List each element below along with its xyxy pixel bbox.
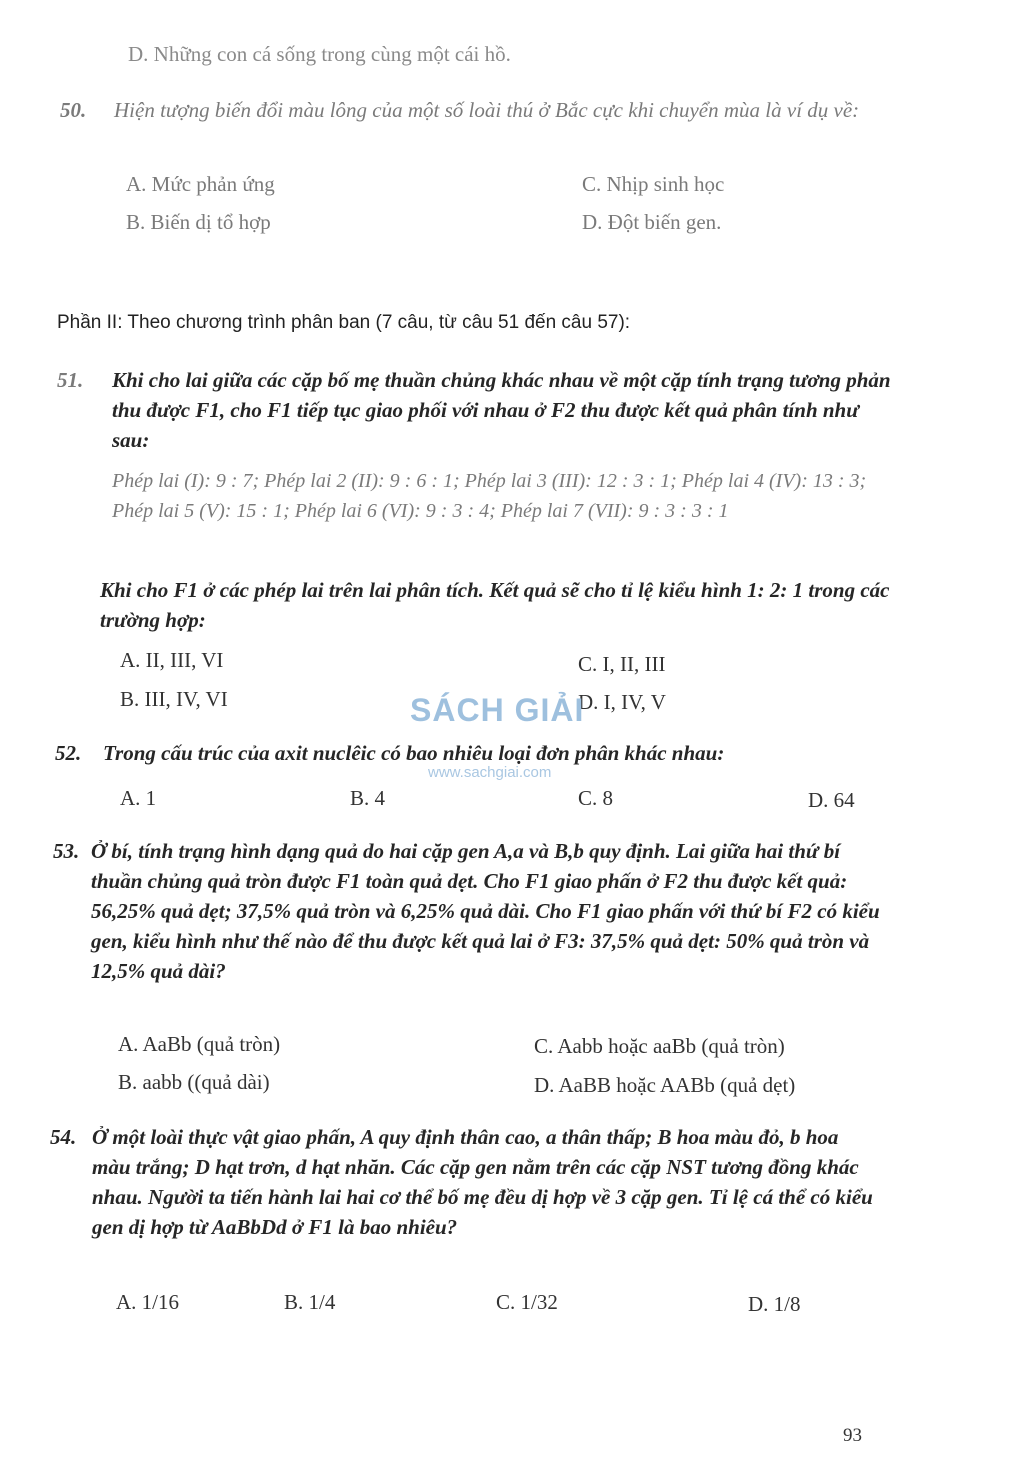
- watermark-logo: SÁCH GIẢI: [410, 692, 585, 728]
- q50-option-d: D. Đột biến gen.: [582, 210, 722, 234]
- question-number: 51.: [57, 368, 84, 392]
- q54-option-b: B. 1/4: [284, 1290, 336, 1314]
- q50-option-a: A. Mức phản ứng: [126, 172, 275, 196]
- q52-option-b: B. 4: [350, 786, 386, 810]
- q53-option-b: B. aabb ((quả dài): [118, 1070, 270, 1094]
- question-51-prompt: Khi cho F1 ở các phép lai trên lai phân tích. Kết quả sẽ cho tỉ lệ kiểu hình 1: 2: 1 trong các trường hợp:: [100, 578, 890, 632]
- question-text: Hiện tượng biến đổi màu lông của một số loài thú ở Bắc cực khi chuyển mùa là ví dụ về:: [114, 98, 860, 122]
- q50-option-b: B. Biến dị tổ hợp: [126, 210, 271, 234]
- watermark-url: www.sachgiai.com: [428, 764, 552, 781]
- q52-option-a: A. 1: [120, 786, 157, 810]
- question-text: Ở một loài thực vật giao phấn, A quy định thân cao, a thân thấp; B hoa màu đỏ, b hoa màu trắng; D hạt trơn, d hạt nhăn. Các cặp gen nằm trên các cặp NST tương đồng khác nhau. Người ta tiến hành lai hai cơ thể bố mẹ đều dị hợp về 3 cặp gen. Tỉ lệ cá thể có kiểu gen dị hợp từ AaBbDd ở F1 là bao nhiêu?: [92, 1125, 873, 1239]
- question-text: Ở bí, tính trạng hình dạng quả do hai cặp gen A,a và B,b quy định. Lai giữa hai thứ bí thuần chủng quả tròn được F1 toàn quả dẹt. Cho F1 giao phấn ở F2 thu được kết quả: 56,25% quả dẹt; 37,5% quả tròn và 6,25% quả dài. Cho F1 giao phấn với thứ bí F2 có kiểu gen, kiểu hình như thế nào để thu được kết quả lai ở F3: 37,5% quả dẹt: 50% quả tròn và 12,5% quả dài?: [91, 839, 880, 983]
- question-number: 53.: [53, 839, 80, 863]
- q51-option-c: C. I, II, III: [578, 652, 666, 676]
- cross-ratios: Phép lai (I): 9 : 7; Phép lai 2 (II): 9 : 6 : 1; Phép lai 3 (III): 12 : 3 : 1; Phép lai 4 (IV): 13 : 3; Phép lai 5 (V): 15 : 1; Phép lai 6 (VI): 9 : 3 : 4; Phép lai 7 (VII): 9 : 3 : 3 : 1: [112, 470, 867, 522]
- q50-option-c: C. Nhịp sinh học: [582, 172, 725, 196]
- page-number: 93: [843, 1425, 862, 1446]
- q54-option-a: A. 1/16: [116, 1290, 179, 1314]
- q52-option-d: D. 64: [808, 788, 855, 812]
- section-heading: Phần II: Theo chương trình phân ban (7 câu, từ câu 51 đến câu 57):: [57, 312, 631, 333]
- q53-option-d: D. AaBB hoặc AABb (quả dẹt): [534, 1073, 796, 1097]
- question-text: Khi cho lai giữa các cặp bố mẹ thuần chủng khác nhau về một cặp tính trạng tương phản thu được F1, cho F1 tiếp tục giao phối với nhau ở F2 thu được kết quả phân tính như sau:: [112, 368, 891, 452]
- q54-option-c: C. 1/32: [496, 1290, 558, 1314]
- question-number: 50.: [60, 98, 87, 122]
- q52-option-c: C. 8: [578, 786, 614, 810]
- previous-question-option-d: D. Những con cá sống trong cùng một cái hồ.: [128, 42, 511, 66]
- q51-option-a: A. II, III, VI: [120, 648, 224, 672]
- q51-option-d: D. I, IV, V: [578, 690, 666, 714]
- q53-option-a: A. AaBb (quả tròn): [118, 1032, 281, 1056]
- question-number: 54.: [50, 1125, 77, 1149]
- q51-option-b: B. III, IV, VI: [120, 687, 228, 711]
- q53-option-c: C. Aabb hoặc aaBb (quả tròn): [534, 1034, 785, 1058]
- question-text: Trong cấu trúc của axit nuclêic có bao nhiêu loại đơn phân khác nhau:: [103, 741, 725, 765]
- question-number: 52.: [55, 741, 82, 765]
- q54-option-d: D. 1/8: [748, 1292, 801, 1316]
